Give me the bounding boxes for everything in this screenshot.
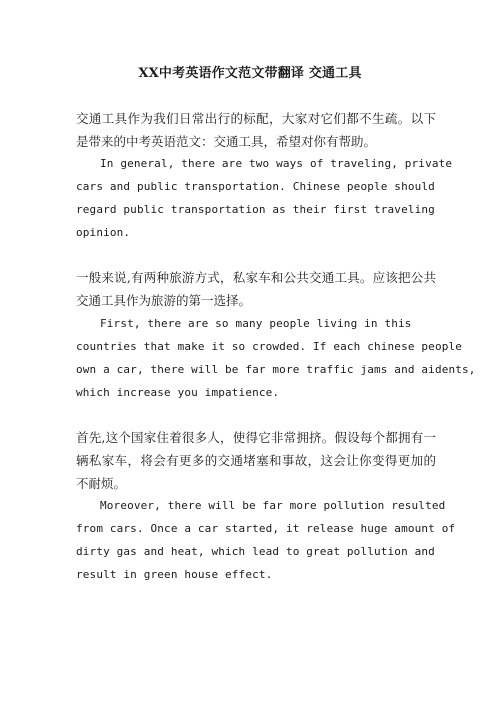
- english-line: First, there are so many people living in this: [100, 317, 412, 330]
- document-title: XX中考英语作文范文带翻译 交通工具: [138, 66, 362, 81]
- chinese-translation-2: 首先,这个国家住着很多人，使得它非常拥挤。假设每个都拥有一辆私家车，将会有更多的交通堵塞和事故，这会让你变得更加的不耐烦。: [76, 430, 436, 491]
- english-line: In general, there are two ways of traveling, private: [100, 157, 453, 170]
- english-line: from cars. Once a car started, it release huge amount of: [76, 522, 456, 535]
- english-line: which increase you impatience.: [76, 386, 280, 399]
- english-line: opinion.: [76, 226, 131, 239]
- english-line: result in green house effect.: [76, 568, 273, 581]
- english-line: own a car, there will be far more traffic jams and aidents,: [76, 363, 476, 376]
- intro-paragraph: 交通工具作为我们日常出行的标配，大家对它们都不生疏。以下是带来的中考英语范文：交通工具，希望对你有帮助。: [76, 111, 436, 149]
- english-line: dirty gas and heat, which lead to great pollution and: [76, 545, 435, 558]
- english-line: regard public transportation as their first traveling: [76, 203, 435, 216]
- english-paragraph-3: [76, 494, 456, 586]
- chinese-translation-1: 一般来说,有两种旅游方式，私家车和公共交通工具。应该把公共交通工具作为旅游的第一选择。: [76, 270, 436, 308]
- english-paragraph-2: [76, 312, 476, 404]
- english-line: countries that make it so crowded. If each chinese people: [76, 340, 463, 353]
- english-line: cars and public transportation. Chinese people should: [76, 180, 435, 193]
- english-line: Moreover, there will be far more pollution resulted: [100, 499, 446, 512]
- english-paragraph-1: [76, 152, 453, 244]
